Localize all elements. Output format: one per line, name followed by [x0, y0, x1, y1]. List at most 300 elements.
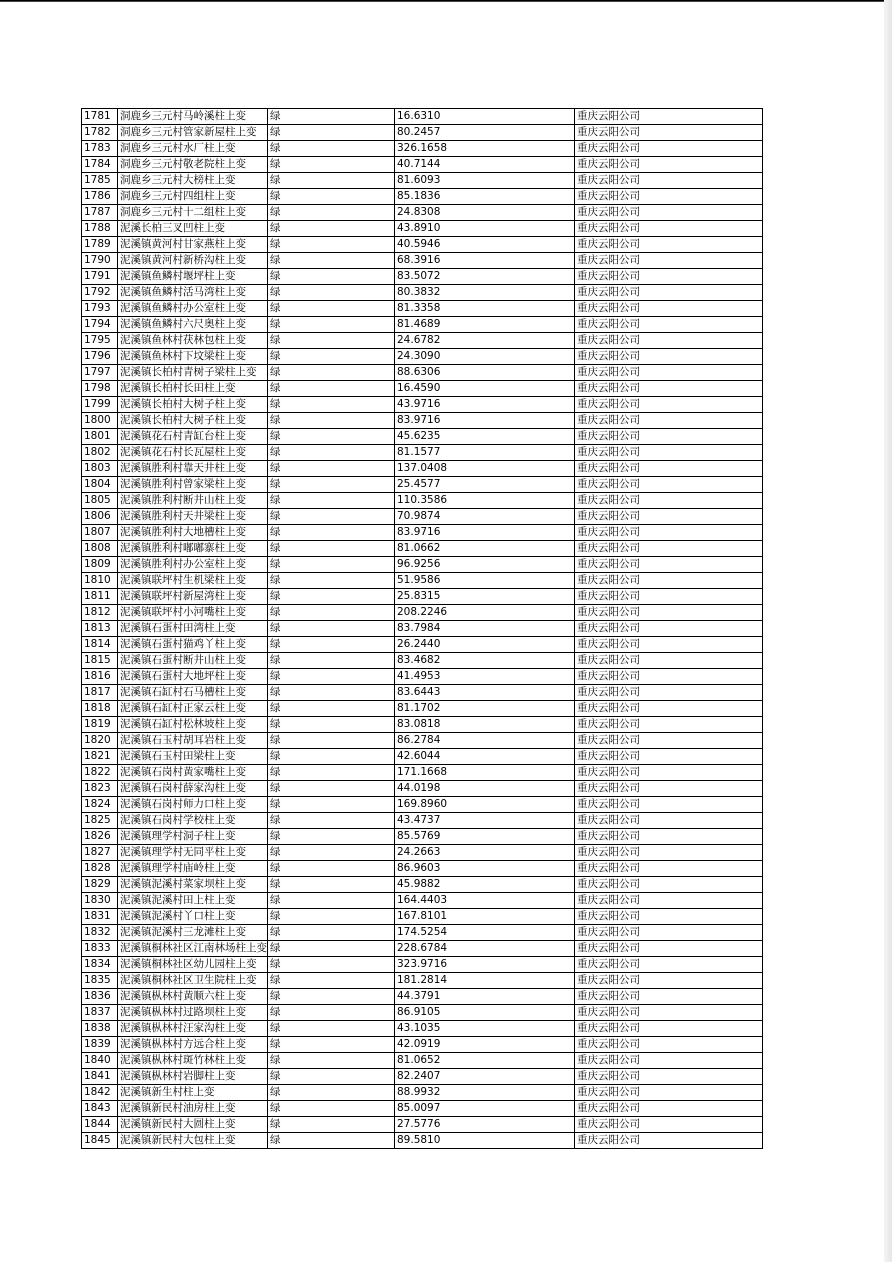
color-cell: 绿 — [268, 429, 395, 445]
value-cell: 51.9586 — [395, 573, 575, 589]
company-cell: 重庆云阳公司 — [575, 269, 763, 285]
color-cell: 绿 — [268, 477, 395, 493]
color-cell: 绿 — [268, 925, 395, 941]
row-number-cell: 1833 — [82, 941, 118, 957]
table-row — [82, 429, 763, 445]
value-cell: 44.3791 — [395, 989, 575, 1005]
row-number-cell: 1808 — [82, 541, 118, 557]
row-number-cell: 1792 — [82, 285, 118, 301]
table-row — [82, 909, 763, 925]
transformer-name-cell: 泥溪镇枞林村方远合柱上变 — [118, 1037, 268, 1053]
value-cell: 83.5072 — [395, 269, 575, 285]
company-cell: 重庆云阳公司 — [575, 749, 763, 765]
company-cell: 重庆云阳公司 — [575, 125, 763, 141]
table-row — [82, 349, 763, 365]
value-cell: 83.7984 — [395, 621, 575, 637]
company-cell: 重庆云阳公司 — [575, 557, 763, 573]
company-cell: 重庆云阳公司 — [575, 877, 763, 893]
value-cell: 86.2784 — [395, 733, 575, 749]
table-row — [82, 861, 763, 877]
value-cell: 42.6044 — [395, 749, 575, 765]
color-cell: 绿 — [268, 445, 395, 461]
value-cell: 89.5810 — [395, 1133, 575, 1149]
table-row — [82, 269, 763, 285]
company-cell: 重庆云阳公司 — [575, 685, 763, 701]
color-cell: 绿 — [268, 173, 395, 189]
table-row — [82, 813, 763, 829]
company-cell: 重庆云阳公司 — [575, 845, 763, 861]
top-border-line — [0, 0, 890, 2]
data-table — [81, 108, 763, 1149]
value-cell: 83.0818 — [395, 717, 575, 733]
transformer-name-cell: 泥溪镇石蛋村断井山柱上变 — [118, 653, 268, 669]
transformer-name-cell: 泥溪镇新生村柱上变 — [118, 1085, 268, 1101]
row-number-cell: 1836 — [82, 989, 118, 1005]
company-cell: 重庆云阳公司 — [575, 829, 763, 845]
transformer-name-cell: 泥溪镇联坪村新屋湾柱上变 — [118, 589, 268, 605]
transformer-name-cell: 洞鹿乡三元村大榜柱上变 — [118, 173, 268, 189]
value-cell: 85.1836 — [395, 189, 575, 205]
row-number-cell: 1828 — [82, 861, 118, 877]
table-row — [82, 573, 763, 589]
table-row — [82, 157, 763, 173]
table-row — [82, 285, 763, 301]
row-number-cell: 1824 — [82, 797, 118, 813]
value-cell: 43.9716 — [395, 397, 575, 413]
table-row — [82, 189, 763, 205]
color-cell: 绿 — [268, 141, 395, 157]
company-cell: 重庆云阳公司 — [575, 589, 763, 605]
table-row — [82, 653, 763, 669]
transformer-name-cell: 泥溪镇鱼鳞村六尺奥柱上变 — [118, 317, 268, 333]
row-number-cell: 1832 — [82, 925, 118, 941]
transformer-name-cell: 泥溪镇石岗村薛家沟柱上变 — [118, 781, 268, 797]
transformer-name-cell: 泥溪镇石玉村胡耳岩柱上变 — [118, 733, 268, 749]
value-cell: 27.5776 — [395, 1117, 575, 1133]
table-row — [82, 845, 763, 861]
table-row — [82, 1037, 763, 1053]
table-row — [82, 605, 763, 621]
value-cell: 81.3358 — [395, 301, 575, 317]
company-cell: 重庆云阳公司 — [575, 445, 763, 461]
row-number-cell: 1840 — [82, 1053, 118, 1069]
color-cell: 绿 — [268, 765, 395, 781]
color-cell: 绿 — [268, 845, 395, 861]
transformer-name-cell: 泥溪镇枞林村斑竹林柱上变 — [118, 1053, 268, 1069]
table-row — [82, 493, 763, 509]
value-cell: 85.5769 — [395, 829, 575, 845]
transformer-name-cell: 泥溪镇新民村大包柱上变 — [118, 1133, 268, 1149]
row-number-cell: 1841 — [82, 1069, 118, 1085]
table-row — [82, 733, 763, 749]
row-number-cell: 1799 — [82, 397, 118, 413]
transformer-name-cell: 洞鹿乡三元村十二组柱上变 — [118, 205, 268, 221]
company-cell: 重庆云阳公司 — [575, 1021, 763, 1037]
transformer-name-cell: 泥溪镇石缸村正家云柱上变 — [118, 701, 268, 717]
transformer-name-cell: 泥溪镇泥溪村菜家坝柱上变 — [118, 877, 268, 893]
transformer-name-cell: 泥溪镇长柏村大树子柱上变 — [118, 413, 268, 429]
company-cell: 重庆云阳公司 — [575, 605, 763, 621]
company-cell: 重庆云阳公司 — [575, 525, 763, 541]
company-cell: 重庆云阳公司 — [575, 285, 763, 301]
company-cell: 重庆云阳公司 — [575, 349, 763, 365]
company-cell: 重庆云阳公司 — [575, 189, 763, 205]
row-number-cell: 1787 — [82, 205, 118, 221]
row-number-cell: 1781 — [82, 109, 118, 125]
row-number-cell: 1793 — [82, 301, 118, 317]
company-cell: 重庆云阳公司 — [575, 493, 763, 509]
color-cell: 绿 — [268, 317, 395, 333]
color-cell: 绿 — [268, 1069, 395, 1085]
row-number-cell: 1809 — [82, 557, 118, 573]
table-row — [82, 397, 763, 413]
company-cell: 重庆云阳公司 — [575, 1117, 763, 1133]
table-row — [82, 989, 763, 1005]
row-number-cell: 1819 — [82, 717, 118, 733]
transformer-name-cell: 泥溪镇黄河村新桥沟柱上变 — [118, 253, 268, 269]
value-cell: 85.0097 — [395, 1101, 575, 1117]
color-cell: 绿 — [268, 301, 395, 317]
row-number-cell: 1811 — [82, 589, 118, 605]
transformer-name-cell: 泥溪镇鱼鳞村活马湾柱上变 — [118, 285, 268, 301]
table-row — [82, 381, 763, 397]
value-cell: 83.9716 — [395, 413, 575, 429]
row-number-cell: 1839 — [82, 1037, 118, 1053]
value-cell: 81.6093 — [395, 173, 575, 189]
transformer-name-cell: 泥溪镇长柏村大树子柱上变 — [118, 397, 268, 413]
color-cell: 绿 — [268, 541, 395, 557]
company-cell: 重庆云阳公司 — [575, 237, 763, 253]
color-cell: 绿 — [268, 285, 395, 301]
color-cell: 绿 — [268, 893, 395, 909]
row-number-cell: 1823 — [82, 781, 118, 797]
row-number-cell: 1812 — [82, 605, 118, 621]
value-cell: 81.1577 — [395, 445, 575, 461]
table-row — [82, 109, 763, 125]
row-number-cell: 1844 — [82, 1117, 118, 1133]
company-cell: 重庆云阳公司 — [575, 1069, 763, 1085]
company-cell: 重庆云阳公司 — [575, 893, 763, 909]
table-row — [82, 621, 763, 637]
company-cell: 重庆云阳公司 — [575, 973, 763, 989]
value-cell: 181.2814 — [395, 973, 575, 989]
color-cell: 绿 — [268, 749, 395, 765]
transformer-name-cell: 泥溪镇理学村洞子柱上变 — [118, 829, 268, 845]
color-cell: 绿 — [268, 829, 395, 845]
row-number-cell: 1820 — [82, 733, 118, 749]
table-row — [82, 1005, 763, 1021]
color-cell: 绿 — [268, 205, 395, 221]
table-row — [82, 333, 763, 349]
value-cell: 228.6784 — [395, 941, 575, 957]
row-number-cell: 1810 — [82, 573, 118, 589]
value-cell: 137.0408 — [395, 461, 575, 477]
table-row — [82, 749, 763, 765]
color-cell: 绿 — [268, 269, 395, 285]
value-cell: 44.0198 — [395, 781, 575, 797]
company-cell: 重庆云阳公司 — [575, 205, 763, 221]
table-row — [82, 1053, 763, 1069]
value-cell: 82.2407 — [395, 1069, 575, 1085]
color-cell: 绿 — [268, 813, 395, 829]
company-cell: 重庆云阳公司 — [575, 1037, 763, 1053]
table-row — [82, 541, 763, 557]
transformer-name-cell: 泥溪镇石玉村田梁柱上变 — [118, 749, 268, 765]
table-row — [82, 477, 763, 493]
color-cell: 绿 — [268, 157, 395, 173]
transformer-name-cell: 泥溪镇胜利村嘟嘟寨柱上变 — [118, 541, 268, 557]
row-number-cell: 1797 — [82, 365, 118, 381]
company-cell: 重庆云阳公司 — [575, 157, 763, 173]
color-cell: 绿 — [268, 861, 395, 877]
value-cell: 171.1668 — [395, 765, 575, 781]
transformer-name-cell: 泥溪镇联坪村生机梁柱上变 — [118, 573, 268, 589]
value-cell: 83.9716 — [395, 525, 575, 541]
transformer-name-cell: 泥溪镇胜利村大地槽柱上变 — [118, 525, 268, 541]
company-cell: 重庆云阳公司 — [575, 941, 763, 957]
value-cell: 16.4590 — [395, 381, 575, 397]
company-cell: 重庆云阳公司 — [575, 333, 763, 349]
row-number-cell: 1816 — [82, 669, 118, 685]
company-cell: 重庆云阳公司 — [575, 429, 763, 445]
transformer-name-cell: 泥溪镇泥溪村丫口柱上变 — [118, 909, 268, 925]
transformer-name-cell: 泥溪镇枞林村汪家沟柱上变 — [118, 1021, 268, 1037]
company-cell: 重庆云阳公司 — [575, 717, 763, 733]
table-row — [82, 829, 763, 845]
value-cell: 208.2246 — [395, 605, 575, 621]
company-cell: 重庆云阳公司 — [575, 573, 763, 589]
value-cell: 86.9603 — [395, 861, 575, 877]
table-row — [82, 669, 763, 685]
value-cell: 43.4737 — [395, 813, 575, 829]
row-number-cell: 1789 — [82, 237, 118, 253]
company-cell: 重庆云阳公司 — [575, 477, 763, 493]
row-number-cell: 1826 — [82, 829, 118, 845]
transformer-name-cell: 泥溪镇泥溪村三龙滩柱上变 — [118, 925, 268, 941]
row-number-cell: 1806 — [82, 509, 118, 525]
company-cell: 重庆云阳公司 — [575, 509, 763, 525]
transformer-name-cell: 洞鹿乡三元村水厂柱上变 — [118, 141, 268, 157]
color-cell: 绿 — [268, 973, 395, 989]
row-number-cell: 1838 — [82, 1021, 118, 1037]
row-number-cell: 1800 — [82, 413, 118, 429]
value-cell: 45.6235 — [395, 429, 575, 445]
company-cell: 重庆云阳公司 — [575, 653, 763, 669]
color-cell: 绿 — [268, 349, 395, 365]
table-row — [82, 701, 763, 717]
company-cell: 重庆云阳公司 — [575, 1101, 763, 1117]
company-cell: 重庆云阳公司 — [575, 1085, 763, 1101]
row-number-cell: 1830 — [82, 893, 118, 909]
transformer-name-cell: 泥溪镇石岗村黄家嘴柱上变 — [118, 765, 268, 781]
color-cell: 绿 — [268, 701, 395, 717]
value-cell: 16.6310 — [395, 109, 575, 125]
transformer-name-cell: 泥溪镇新民村大圆柱上变 — [118, 1117, 268, 1133]
color-cell: 绿 — [268, 333, 395, 349]
row-number-cell: 1803 — [82, 461, 118, 477]
value-cell: 25.8315 — [395, 589, 575, 605]
table-row — [82, 413, 763, 429]
table-row — [82, 221, 763, 237]
color-cell: 绿 — [268, 1037, 395, 1053]
value-cell: 167.8101 — [395, 909, 575, 925]
company-cell: 重庆云阳公司 — [575, 109, 763, 125]
color-cell: 绿 — [268, 573, 395, 589]
row-number-cell: 1783 — [82, 141, 118, 157]
company-cell: 重庆云阳公司 — [575, 1005, 763, 1021]
value-cell: 88.9932 — [395, 1085, 575, 1101]
value-cell: 40.5946 — [395, 237, 575, 253]
table-row — [82, 957, 763, 973]
transformer-name-cell: 泥溪镇胜利村曾家梁柱上变 — [118, 477, 268, 493]
value-cell: 83.4682 — [395, 653, 575, 669]
row-number-cell: 1818 — [82, 701, 118, 717]
value-cell: 80.3832 — [395, 285, 575, 301]
company-cell: 重庆云阳公司 — [575, 733, 763, 749]
transformer-name-cell: 泥溪镇枞林村黄顺六柱上变 — [118, 989, 268, 1005]
transformer-name-cell: 泥溪镇桐林社区幼儿园柱上变 — [118, 957, 268, 973]
table-row — [82, 301, 763, 317]
row-number-cell: 1790 — [82, 253, 118, 269]
transformer-name-cell: 泥溪镇胜利村靠天井柱上变 — [118, 461, 268, 477]
value-cell: 70.9874 — [395, 509, 575, 525]
color-cell: 绿 — [268, 253, 395, 269]
table-row — [82, 1021, 763, 1037]
value-cell: 24.8308 — [395, 205, 575, 221]
color-cell: 绿 — [268, 509, 395, 525]
company-cell: 重庆云阳公司 — [575, 989, 763, 1005]
table-row — [82, 1085, 763, 1101]
company-cell: 重庆云阳公司 — [575, 797, 763, 813]
table-row — [82, 797, 763, 813]
color-cell: 绿 — [268, 557, 395, 573]
transformer-name-cell: 泥溪镇胜利村办公室柱上变 — [118, 557, 268, 573]
row-number-cell: 1845 — [82, 1133, 118, 1149]
color-cell: 绿 — [268, 1085, 395, 1101]
table-row — [82, 509, 763, 525]
table-row — [82, 461, 763, 477]
table-row — [82, 557, 763, 573]
row-number-cell: 1782 — [82, 125, 118, 141]
transformer-name-cell: 泥溪镇理学村无同平柱上变 — [118, 845, 268, 861]
row-number-cell: 1801 — [82, 429, 118, 445]
row-number-cell: 1804 — [82, 477, 118, 493]
transformer-name-cell: 洞鹿乡三元村马岭溪柱上变 — [118, 109, 268, 125]
table-row — [82, 365, 763, 381]
company-cell: 重庆云阳公司 — [575, 957, 763, 973]
color-cell: 绿 — [268, 1021, 395, 1037]
row-number-cell: 1834 — [82, 957, 118, 973]
color-cell: 绿 — [268, 589, 395, 605]
transformer-name-cell: 洞鹿乡三元村敬老院柱上变 — [118, 157, 268, 173]
value-cell: 24.2663 — [395, 845, 575, 861]
row-number-cell: 1794 — [82, 317, 118, 333]
value-cell: 81.0662 — [395, 541, 575, 557]
table-row — [82, 525, 763, 541]
company-cell: 重庆云阳公司 — [575, 141, 763, 157]
transformer-name-cell: 泥溪镇鱼鳞村堰坪柱上变 — [118, 269, 268, 285]
transformer-name-cell: 泥溪镇新民村油房柱上变 — [118, 1101, 268, 1117]
table-row — [82, 237, 763, 253]
color-cell: 绿 — [268, 413, 395, 429]
value-cell: 80.2457 — [395, 125, 575, 141]
transformer-name-cell: 泥溪镇鱼鳞村办公室柱上变 — [118, 301, 268, 317]
transformer-name-cell: 泥溪镇黄河村甘家燕柱上变 — [118, 237, 268, 253]
transformer-name-cell: 泥溪镇桐林社区江南林场柱上变 — [118, 941, 268, 957]
company-cell: 重庆云阳公司 — [575, 925, 763, 941]
company-cell: 重庆云阳公司 — [575, 701, 763, 717]
transformer-name-cell: 泥溪镇长柏村青树子梁柱上变 — [118, 365, 268, 381]
company-cell: 重庆云阳公司 — [575, 909, 763, 925]
color-cell: 绿 — [268, 685, 395, 701]
value-cell: 81.0652 — [395, 1053, 575, 1069]
value-cell: 24.3090 — [395, 349, 575, 365]
table-row — [82, 141, 763, 157]
color-cell: 绿 — [268, 621, 395, 637]
transformer-name-cell: 泥溪镇胜利村天井梁柱上变 — [118, 509, 268, 525]
value-cell: 174.5254 — [395, 925, 575, 941]
row-number-cell: 1835 — [82, 973, 118, 989]
color-cell: 绿 — [268, 381, 395, 397]
transformer-name-cell: 泥溪镇枞林村岩脚柱上变 — [118, 1069, 268, 1085]
table-row — [82, 205, 763, 221]
value-cell: 169.8960 — [395, 797, 575, 813]
company-cell: 重庆云阳公司 — [575, 621, 763, 637]
color-cell: 绿 — [268, 221, 395, 237]
color-cell: 绿 — [268, 525, 395, 541]
value-cell: 81.4689 — [395, 317, 575, 333]
transformer-name-cell: 泥溪长柏三叉凹柱上变 — [118, 221, 268, 237]
table-row — [82, 1069, 763, 1085]
color-cell: 绿 — [268, 733, 395, 749]
row-number-cell: 1815 — [82, 653, 118, 669]
row-number-cell: 1837 — [82, 1005, 118, 1021]
transformer-name-cell: 泥溪镇胜利村断井山柱上变 — [118, 493, 268, 509]
color-cell: 绿 — [268, 1101, 395, 1117]
transformer-name-cell: 泥溪镇石岗村学校柱上变 — [118, 813, 268, 829]
value-cell: 24.6782 — [395, 333, 575, 349]
value-cell: 86.9105 — [395, 1005, 575, 1021]
company-cell: 重庆云阳公司 — [575, 461, 763, 477]
company-cell: 重庆云阳公司 — [575, 381, 763, 397]
color-cell: 绿 — [268, 797, 395, 813]
company-cell: 重庆云阳公司 — [575, 317, 763, 333]
transformer-name-cell: 泥溪镇长柏村长田柱上变 — [118, 381, 268, 397]
row-number-cell: 1796 — [82, 349, 118, 365]
color-cell: 绿 — [268, 909, 395, 925]
row-number-cell: 1831 — [82, 909, 118, 925]
color-cell: 绿 — [268, 125, 395, 141]
color-cell: 绿 — [268, 941, 395, 957]
row-number-cell: 1791 — [82, 269, 118, 285]
transformer-name-cell: 泥溪镇泥溪村田上柱上变 — [118, 893, 268, 909]
transformer-name-cell: 洞鹿乡三元村管家新屋柱上变 — [118, 125, 268, 141]
row-number-cell: 1814 — [82, 637, 118, 653]
row-number-cell: 1788 — [82, 221, 118, 237]
value-cell: 43.8910 — [395, 221, 575, 237]
table-row — [82, 781, 763, 797]
value-cell: 42.0919 — [395, 1037, 575, 1053]
row-number-cell: 1785 — [82, 173, 118, 189]
transformer-name-cell: 泥溪镇枞林村过路坝柱上变 — [118, 1005, 268, 1021]
company-cell: 重庆云阳公司 — [575, 669, 763, 685]
value-cell: 25.4577 — [395, 477, 575, 493]
transformer-name-cell: 泥溪镇花石村青缸台柱上变 — [118, 429, 268, 445]
transformer-name-cell: 泥溪镇桐林社区卫生院柱上变 — [118, 973, 268, 989]
company-cell: 重庆云阳公司 — [575, 173, 763, 189]
transformer-name-cell: 泥溪镇花石村长瓦屋柱上变 — [118, 445, 268, 461]
table-row — [82, 1133, 763, 1149]
